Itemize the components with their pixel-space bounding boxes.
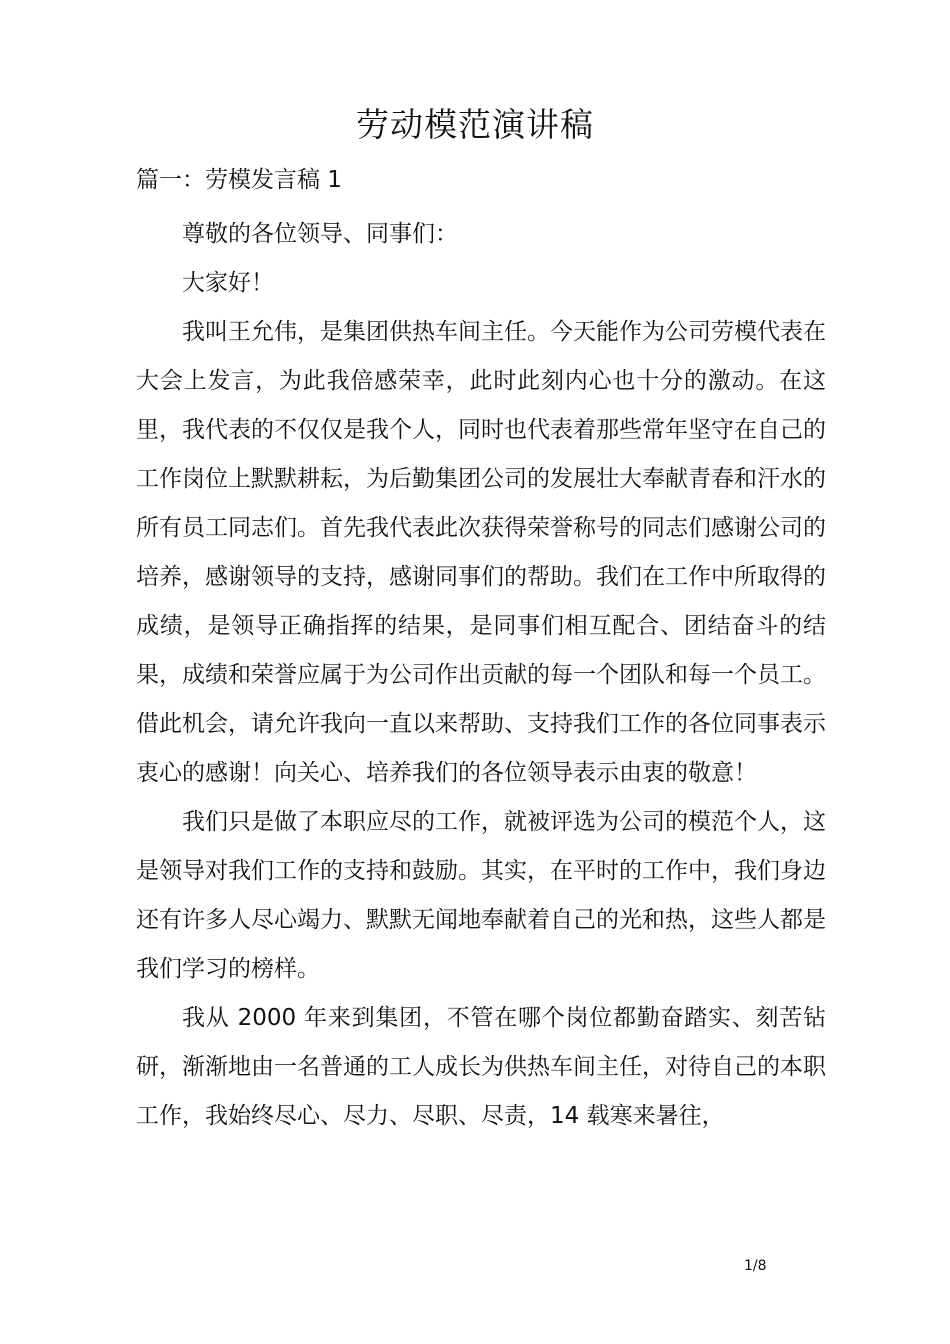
body-paragraph: 我从 2000 年来到集团，不管在哪个岗位都勤奋踏实、刻苦钻研，渐渐地由一名普通的工人成长为供热车间主任，对待自己的本职工作，我始终尽心、尽力、尽职、尽责，14 载寒来暑往，: [136, 1005, 826, 1129]
page-number: 1/8: [744, 1258, 767, 1274]
body-paragraph: 我叫王允伟，是集团供热车间主任。今天能作为公司劳模代表在大会上发言，为此我倍感荣幸，此时此刻内心也十分的激动。在这里，我代表的不仅仅是我个人，同时也代表着那些常年坚守在自己的工作岗位上默默耕耘，为后勤集团公司的发展壮大奉献青春和汗水的所有员工同志们。首先我代表此次获得荣誉称号的同志们感谢公司的培养，感谢领导的支持，感谢同事们的帮助。我们在工作中所取得的成绩，是领导正确指挥的结果，是同事们相互配合、团结奋斗的结果，成绩和荣誉应属于为公司作出贡献的每一个团队和每一个员工。借此机会，请允许我向一直以来帮助、支持我们工作的各位同事表示衷心的感谢！向关心、培养我们的各位领导表示由衷的敬意！: [136, 319, 826, 786]
greeting-paragraph: 大家好！: [182, 270, 274, 296]
salutation-paragraph: 尊敬的各位领导、同事们：: [182, 221, 458, 247]
document-title: 劳动模范演讲稿: [356, 105, 594, 144]
document-body: [136, 210, 826, 1141]
body-paragraph: 我们只是做了本职应尽的工作，就被评选为公司的模范个人，这是领导对我们工作的支持和鼓励。其实，在平时的工作中，我们身边还有许多人尽心竭力、默默无闻地奉献着自己的光和热，这些人都是我们学习的榜样。: [136, 809, 826, 982]
section-heading: 篇一：劳模发言稿 1: [136, 167, 342, 193]
